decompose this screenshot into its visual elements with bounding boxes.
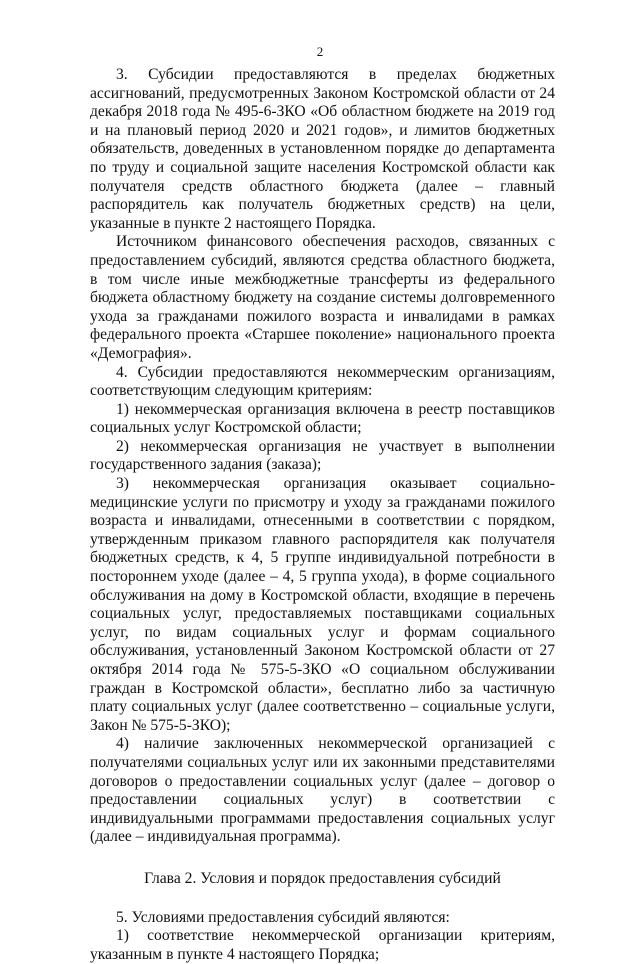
document-body [90,66,555,964]
paragraph-4-criteria-intro: 4. Субсидии предоставляются некоммерческим организациям, соответствующим следующим критериям: [90,363,555,400]
criteria-item-4: 4) наличие заключенных некоммерческой организацией с получателями социальных услуг или их законными представителями договоров о предоставлении социальных услуг (далее – договор о предоставлении социальных услуг) в соответствии с индивидуальными программами предоставления социальных услуг (далее – индивидуальная программа). [90,735,555,846]
criteria-item-3: 3) некоммерческая организация оказывает социально-медицинские услуги по присмотру и уходу за гражданами пожилого возраста и инвалидами, отнесенными в соответствии с порядком, утвержденным приказом главного распорядителя как получателя бюджетных средств, к 4, 5 группе индивидуальной потребности в постороннем уходе (далее – 4, 5 группа ухода), в форме социального обслуживания на дому в Костромской области, входящие в перечень социальных услуг, предоставляемых поставщиками социальных услуг, по видам социальных услуг и формам социального обслуживания, установленный Законом Костромской области от 27 октября 2014 года № 575-5-ЗКО «О социальном обслуживании граждан в Костромской области», бесплатно либо за частичную плату социальных услуг (далее соответственно – социальные услуги, Закон № 575-5-ЗКО); [90,475,555,734]
page-number: 2 [316,44,324,59]
criteria-item-1: 1) некоммерческая организация включена в реестр поставщиков социальных услуг Костромской области; [90,400,555,437]
paragraph-5-conditions-intro: 5. Условиями предоставления субсидий являются: [116,908,450,926]
criteria-item-2: 2) некоммерческая организация не участвует в выполнении государственного задания (заказа); [90,437,555,474]
paragraph-3-budget-allocations: 3. Субсидии предоставляются в пределах бюджетных ассигнований, предусмотренных Законом Костромской области от 24 декабря 2018 года № 495-6-ЗКО «Об областном бюджете на 2019 год и на плановый период 2020 и 2021 годов», и лимитов бюджетных обязательств, доведенных в установленном порядке до департамента по труду и социальной защите населения Костромской области как получателя средств областного бюджета (далее – главный распорядитель как получатель бюджетных средств) на цели, указанные в пункте 2 настоящего Порядка. [90,66,555,232]
paragraph-funding-source: Источником финансового обеспечения расходов, связанных с предоставлением субсидий, являются средства областного бюджета, в том числе иные межбюджетные трансферты из федерального бюджета областному бюджету на создание системы долговременного ухода за гражданами пожилого возраста и инвалидами в рамках федерального проекта «Старшее поколение» национального проекта «Демография». [90,233,555,362]
conditions-item-1: 1) соответствие некоммерческой организации критериям, указанным в пункте 4 настоящего Порядка; [90,927,555,963]
chapter-heading: Глава 2. Условия и порядок предоставления субсидий [144,869,501,887]
